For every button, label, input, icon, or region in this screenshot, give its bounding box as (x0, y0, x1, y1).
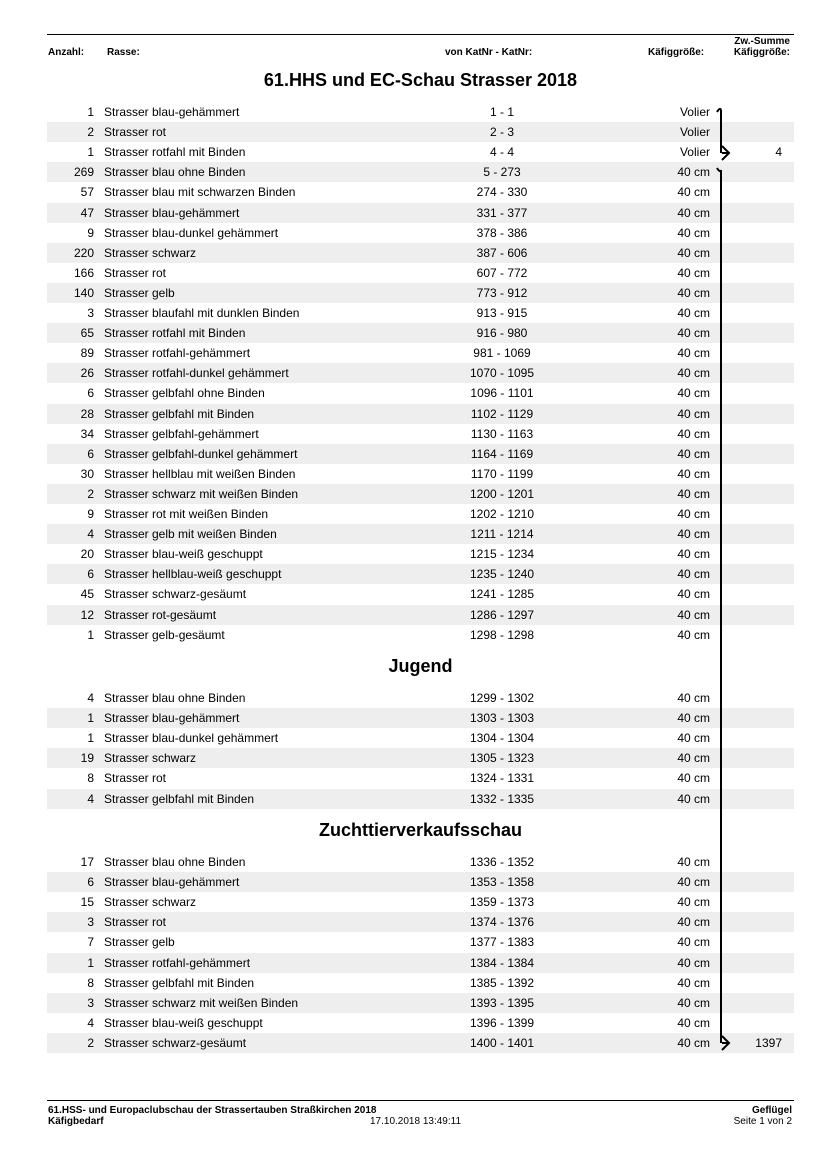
table-row (47, 728, 794, 748)
catalog-range-cell: 1202 - 1210 (469, 507, 535, 521)
catalog-range-cell: 5 - 273 (483, 165, 521, 180)
catalog-range-cell: 4 - 4 (489, 145, 514, 160)
table-row (47, 182, 794, 202)
catalog-range-cell: 1215 - 1234 (469, 547, 535, 562)
count-cell: 4 (87, 691, 94, 705)
catalog-range-cell: 1377 - 1383 (469, 935, 535, 950)
table-row (47, 748, 794, 768)
breed-cell: Strasser gelbfahl mit Binden (104, 791, 255, 806)
footer-category: Geflügel (751, 1105, 792, 1116)
count-cell: 45 (80, 587, 94, 602)
breed-cell: Strasser blaufahl mit dunklen Binden (104, 306, 300, 320)
breed-cell: Strasser rotfahl mit Binden (104, 326, 246, 341)
breed-cell: Strasser schwarz mit weißen Binden (104, 486, 299, 501)
table-row (47, 584, 794, 604)
breed-cell: Strasser gelbfahl-gehämmert (104, 426, 259, 441)
cage-size-cell: 40 cm (677, 165, 710, 180)
cage-size-cell: 40 cm (677, 691, 710, 705)
count-cell: 9 (87, 507, 94, 521)
cage-size-cell: 40 cm (677, 567, 710, 582)
breed-cell: Strasser schwarz-gesäumt (104, 1035, 247, 1050)
count-cell: 65 (80, 326, 94, 341)
count-cell: 2 (87, 125, 94, 140)
breed-cell: Strasser gelbfahl mit Binden (104, 406, 255, 421)
table-row (47, 524, 794, 544)
cage-size-cell: 40 cm (677, 895, 710, 910)
table-row (47, 263, 794, 283)
cage-size-cell: 40 cm (677, 935, 710, 950)
count-cell: 19 (80, 751, 94, 766)
breed-cell: Strasser rotfahl-dunkel gehämmert (104, 366, 289, 381)
table-row (47, 688, 794, 708)
cage-size-cell: 40 cm (677, 875, 710, 890)
table-row (47, 872, 794, 892)
breed-cell: Strasser schwarz (104, 895, 197, 910)
catalog-range-cell: 1070 - 1095 (469, 366, 535, 381)
catalog-range-cell: 1384 - 1384 (469, 955, 535, 970)
breed-cell: Strasser gelbfahl-dunkel gehämmert (104, 446, 298, 461)
breed-cell: Strasser schwarz-gesäumt (104, 587, 247, 602)
catalog-range-cell: 1374 - 1376 (469, 915, 535, 930)
count-cell: 3 (87, 995, 94, 1010)
breed-cell: Strasser gelb (104, 285, 175, 300)
header-subtotal (710, 36, 790, 58)
count-cell: 3 (87, 306, 94, 320)
table-row (47, 892, 794, 912)
cage-size-cell: 40 cm (677, 507, 710, 521)
cage-size-cell: 40 cm (677, 771, 710, 786)
breed-cell: Strasser hellblau-weiß geschuppt (104, 567, 282, 582)
cage-size-cell: Volier (679, 105, 710, 119)
header-catalog-range: von KatNr - KatNr: (445, 47, 533, 58)
table-row (47, 223, 794, 243)
bracket-arrow-icon (720, 145, 734, 161)
breed-cell: Strasser gelbfahl ohne Binden (104, 386, 265, 401)
table-row (47, 363, 794, 383)
catalog-range-cell: 1170 - 1199 (470, 466, 534, 481)
cage-size-cell: 40 cm (677, 366, 710, 381)
count-cell: 2 (87, 486, 94, 501)
catalog-range-cell: 1096 - 1101 (470, 386, 534, 401)
count-cell: 30 (80, 466, 94, 481)
table-row (47, 142, 794, 162)
catalog-range-cell: 1286 - 1297 (469, 607, 535, 622)
cage-size-cell: 40 cm (677, 751, 710, 766)
catalog-range-cell: 1336 - 1352 (469, 855, 535, 869)
section-title: Jugend (388, 656, 453, 676)
catalog-range-cell: 1385 - 1392 (469, 975, 535, 990)
table-row (47, 1033, 794, 1053)
cage-size-cell: 40 cm (677, 791, 710, 806)
count-cell: 6 (87, 875, 94, 890)
count-cell: 28 (80, 406, 94, 421)
table-row (47, 993, 794, 1013)
count-cell: 7 (87, 935, 94, 950)
catalog-range-cell: 1 - 1 (489, 105, 514, 119)
count-cell: 8 (87, 975, 94, 990)
table-row (47, 605, 794, 625)
catalog-range-cell: 1298 - 1298 (469, 627, 535, 642)
header-subtotal-line2: Käfiggröße: (733, 47, 790, 58)
breed-cell: Strasser rot (104, 265, 167, 280)
header-cage-size: Käfiggröße: (648, 47, 705, 58)
count-cell: 1 (87, 731, 94, 746)
table-row (47, 122, 794, 142)
cage-size-cell: 40 cm (677, 486, 710, 501)
count-cell: 34 (80, 426, 94, 441)
cage-size-cell: 40 cm (677, 386, 710, 401)
catalog-range-cell: 1359 - 1373 (469, 895, 535, 910)
catalog-range-cell: 1400 - 1401 (469, 1035, 535, 1050)
count-cell: 1 (87, 711, 94, 726)
breed-cell: Strasser schwarz (104, 245, 197, 260)
breed-cell: Strasser blau-dunkel gehämmert (104, 225, 279, 240)
catalog-range-cell: 1130 - 1163 (470, 426, 534, 441)
breed-cell: Strasser blau-gehämmert (104, 711, 240, 726)
section-title: 61.HHS und EC-Schau Strasser 2018 (263, 70, 578, 90)
count-cell: 17 (80, 855, 94, 869)
table-row (47, 932, 794, 952)
breed-cell: Strasser rotfahl-gehämmert (104, 955, 251, 970)
breed-cell: Strasser rot (104, 771, 167, 786)
table-row (47, 343, 794, 363)
count-cell: 269 (73, 165, 94, 180)
cage-size-cell: 40 cm (677, 225, 710, 240)
cage-size-cell: 40 cm (677, 1035, 710, 1050)
breed-cell: Strasser rotfahl-gehämmert (104, 346, 251, 361)
table-row (47, 768, 794, 788)
count-cell: 89 (80, 346, 94, 361)
header-breed: Rasse: (107, 47, 140, 58)
footer-subtitle: Käfigbedarf (48, 1116, 104, 1127)
count-cell: 9 (87, 225, 94, 240)
section-title: Zuchttierverkaufsschau (318, 820, 523, 840)
count-cell: 2 (87, 1035, 94, 1050)
count-cell: 4 (87, 1015, 94, 1030)
breed-cell: Strasser blau-weiß geschuppt (104, 547, 263, 562)
table-row (47, 912, 794, 932)
table-row (47, 708, 794, 728)
page-footer (47, 1100, 794, 1131)
breed-cell: Strasser rot mit weißen Binden (104, 507, 269, 521)
table-row (47, 424, 794, 444)
catalog-range-cell: 1235 - 1240 (469, 567, 535, 582)
breed-cell: Strasser hellblau mit weißen Binden (104, 466, 296, 481)
header-count: Anzahl: (48, 47, 85, 58)
catalog-range-cell: 1102 - 1129 (470, 406, 534, 421)
catalog-range-cell: 981 - 1069 (473, 346, 531, 361)
catalog-range-cell: 2 - 3 (489, 125, 514, 140)
header-subtotal-line1: Zw.-Summe (734, 36, 790, 47)
catalog-range-cell: 1299 - 1302 (469, 691, 535, 705)
catalog-range-cell: 607 - 772 (476, 265, 528, 280)
breed-cell: Strasser gelb (104, 935, 175, 950)
table-row (47, 484, 794, 504)
table-row (47, 1013, 794, 1033)
catalog-range-cell: 378 - 386 (476, 225, 528, 240)
count-cell: 57 (80, 185, 94, 200)
cage-size-cell: 40 cm (677, 446, 710, 461)
cage-size-cell: 40 cm (677, 547, 710, 562)
catalog-range-cell: 1332 - 1335 (469, 791, 535, 806)
bracket-arrow-icon (720, 1035, 734, 1051)
catalog-range-cell: 1211 - 1214 (470, 527, 534, 542)
breed-cell: Strasser schwarz mit weißen Binden (104, 995, 299, 1010)
breed-cell: Strasser blau-gehämmert (104, 205, 240, 220)
count-cell: 1 (87, 955, 94, 970)
catalog-range-cell: 1164 - 1169 (470, 446, 534, 461)
cage-size-cell: 40 cm (677, 406, 710, 421)
bracket-line (720, 170, 722, 1043)
table-row (47, 564, 794, 584)
cage-size-cell: 40 cm (677, 185, 710, 200)
breed-cell: Strasser blau ohne Binden (104, 165, 246, 180)
table-row (47, 625, 794, 645)
cage-size-cell: 40 cm (677, 306, 710, 320)
breed-cell: Strasser blau ohne Binden (104, 691, 246, 705)
count-cell: 220 (73, 245, 94, 260)
count-cell: 15 (80, 895, 94, 910)
footer-page-number: Seite 1 von 2 (733, 1116, 792, 1127)
count-cell: 12 (80, 607, 94, 622)
count-cell: 1 (87, 145, 94, 160)
count-cell: 1 (87, 627, 94, 642)
table-row (47, 303, 794, 323)
subtotal-cell: 1397 (755, 1035, 782, 1050)
table-row (47, 544, 794, 564)
cage-size-cell: 40 cm (677, 711, 710, 726)
table-row (47, 203, 794, 223)
breed-cell: Strasser gelb mit weißen Binden (104, 527, 277, 542)
cage-size-cell: 40 cm (677, 265, 710, 280)
cage-size-cell: 40 cm (677, 731, 710, 746)
cage-size-cell: 40 cm (677, 587, 710, 602)
count-cell: 6 (87, 446, 94, 461)
breed-cell: Strasser blau-gehämmert (104, 875, 240, 890)
breed-cell: Strasser rotfahl mit Binden (104, 145, 246, 160)
count-cell: 3 (87, 915, 94, 930)
catalog-range-cell: 913 - 915 (476, 306, 528, 320)
count-cell: 47 (80, 205, 94, 220)
catalog-range-cell: 916 - 980 (476, 326, 528, 341)
cage-size-cell: 40 cm (677, 955, 710, 970)
count-cell: 4 (87, 527, 94, 542)
table-header (47, 34, 794, 61)
cage-size-cell: 40 cm (677, 245, 710, 260)
subtotal-cell: 4 (775, 145, 782, 160)
catalog-range-cell: 1304 - 1304 (469, 731, 535, 746)
table-row (47, 852, 794, 872)
breed-cell: Strasser rot-gesäumt (104, 607, 217, 622)
breed-cell: Strasser blau-weiß geschuppt (104, 1015, 263, 1030)
catalog-range-cell: 387 - 606 (476, 245, 528, 260)
footer-title: 61.HSS- und Europaclubschau der Strassertauben Straßkirchen 2018 (48, 1105, 377, 1116)
breed-cell: Strasser rot (104, 915, 167, 930)
catalog-range-cell: 1353 - 1358 (469, 875, 535, 890)
catalog-range-cell: 1305 - 1323 (469, 751, 535, 766)
table-row (47, 973, 794, 993)
count-cell: 140 (73, 285, 94, 300)
breed-cell: Strasser gelb-gesäumt (104, 627, 225, 642)
catalog-range-cell: 773 - 912 (476, 285, 528, 300)
cage-size-cell: 40 cm (677, 426, 710, 441)
cage-size-cell: 40 cm (677, 205, 710, 220)
breed-cell: Strasser blau mit schwarzen Binden (104, 185, 296, 200)
catalog-range-cell: 274 - 330 (476, 185, 528, 200)
cage-size-cell: 40 cm (677, 326, 710, 341)
table-row (47, 243, 794, 263)
catalog-range-cell: 1241 - 1285 (469, 587, 535, 602)
footer-datetime: 17.10.2018 13:49:11 (370, 1116, 462, 1127)
count-cell: 6 (87, 386, 94, 401)
breed-cell: Strasser gelbfahl mit Binden (104, 975, 255, 990)
table-row (47, 404, 794, 424)
table-row (47, 283, 794, 303)
cage-size-cell: Volier (679, 145, 710, 160)
catalog-range-cell: 1324 - 1331 (469, 771, 535, 786)
cage-size-cell: 40 cm (677, 527, 710, 542)
breed-cell: Strasser blau ohne Binden (104, 855, 246, 869)
cage-size-cell: 40 cm (677, 1015, 710, 1030)
cage-size-cell: 40 cm (677, 346, 710, 361)
table-row (47, 953, 794, 973)
catalog-range-cell: 1200 - 1201 (469, 486, 535, 501)
cage-size-cell: 40 cm (677, 995, 710, 1010)
breed-cell: Strasser blau-dunkel gehämmert (104, 731, 279, 746)
count-cell: 166 (73, 265, 94, 280)
table-row (47, 383, 794, 403)
catalog-range-cell: 1396 - 1399 (469, 1015, 535, 1030)
table-row (47, 464, 794, 484)
table-row (47, 444, 794, 464)
cage-size-cell: 40 cm (677, 975, 710, 990)
cage-size-cell: 40 cm (677, 466, 710, 481)
cage-size-cell: 40 cm (677, 285, 710, 300)
breed-cell: Strasser rot (104, 125, 167, 140)
catalog-range-cell: 331 - 377 (476, 205, 528, 220)
cage-size-cell: 40 cm (677, 627, 710, 642)
cage-size-cell: Volier (679, 125, 710, 140)
cage-size-cell: 40 cm (677, 607, 710, 622)
count-cell: 26 (80, 366, 94, 381)
count-cell: 4 (87, 791, 94, 806)
table-row (47, 162, 794, 182)
table-row (47, 504, 794, 524)
count-cell: 1 (87, 105, 94, 119)
breed-cell: Strasser blau-gehämmert (104, 105, 240, 119)
count-cell: 6 (87, 567, 94, 582)
count-cell: 20 (80, 547, 94, 562)
breed-cell: Strasser schwarz (104, 751, 197, 766)
table-row (47, 789, 794, 809)
count-cell: 8 (87, 771, 94, 786)
cage-size-cell: 40 cm (677, 915, 710, 930)
catalog-range-cell: 1393 - 1395 (469, 995, 535, 1010)
cage-size-cell: 40 cm (677, 855, 710, 869)
table-row (47, 323, 794, 343)
catalog-range-cell: 1303 - 1303 (469, 711, 535, 726)
table-row (47, 102, 794, 122)
